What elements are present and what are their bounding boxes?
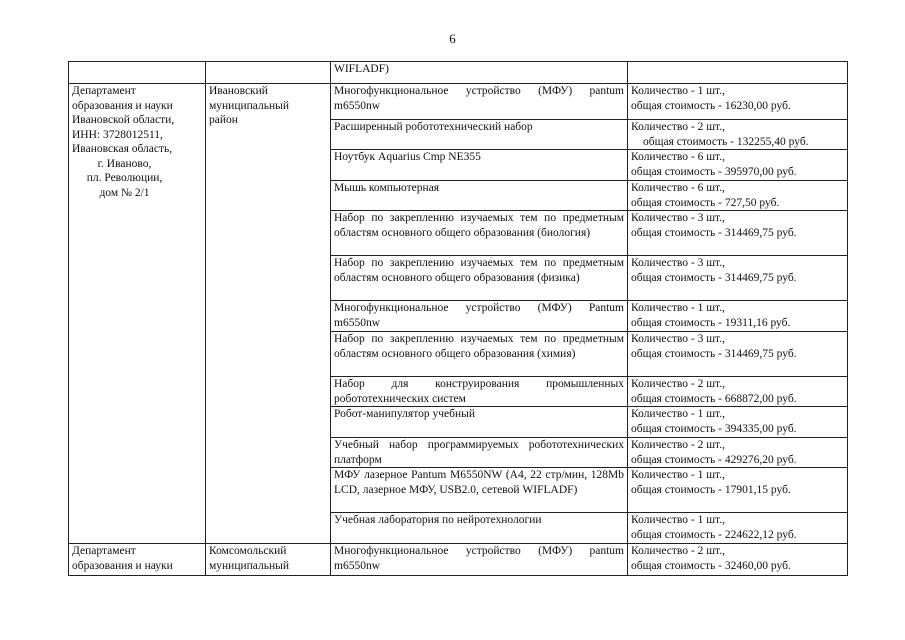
item-name-cell: Набор по закреплению изучаемых тем по предметным областям основного общего образования (химия) xyxy=(331,332,628,377)
item-quantity: Количество - 2 шт., xyxy=(631,378,725,390)
item-cost: общая стоимость - 314469,75 руб. xyxy=(631,271,797,284)
item-name-cell: МФУ лазерное Pantum M6550NW (A4, 22 стр/мин, 128Mb LCD, лазерное МФУ, USB2.0, сетевой WIFLADF) xyxy=(331,468,628,513)
item-cost: общая стоимость - 727,50 руб. xyxy=(631,196,780,209)
item-cost: общая стоимость - 132255,40 руб. xyxy=(643,135,809,148)
item-name-cell: Учебная лаборатория по нейротехнологии xyxy=(331,513,628,544)
item-quantity-cell xyxy=(628,468,848,513)
item-name-cell: Многофункциональное устройство (МФУ) pantum m6550nw xyxy=(331,544,628,576)
item-cost: общая стоимость - 17901,15 руб. xyxy=(631,483,791,496)
district-cell xyxy=(206,544,331,576)
item-name-cell xyxy=(331,62,628,84)
item-name: WIFLADF) xyxy=(334,63,389,75)
item-quantity: Количество - 1 шт., xyxy=(631,514,725,526)
item-cost: общая стоимость - 314469,75 руб. xyxy=(631,226,797,239)
item-cost: общая стоимость - 224622,12 руб. xyxy=(631,528,797,541)
department-cell xyxy=(69,544,206,576)
department-line: образования и науки xyxy=(72,99,173,112)
department-line: дом № 2/1 xyxy=(99,186,150,199)
item-quantity-cell xyxy=(628,84,848,120)
district-line: муниципальный xyxy=(209,559,290,572)
district-line: район xyxy=(209,114,238,126)
item-quantity: Количество - 1 шт., xyxy=(631,302,725,314)
item-quantity: Количество - 1 шт., xyxy=(631,408,725,420)
item-cost: общая стоимость - 32460,00 руб. xyxy=(631,559,791,572)
item-name-cell: Ноутбук Aquarius Cmp NE355 xyxy=(331,150,628,181)
item-quantity: Количество - 1 шт., xyxy=(631,469,725,481)
department-line: образования и науки xyxy=(72,559,173,572)
item-name-cell: Мышь компьютерная xyxy=(331,181,628,211)
item-name-cell: Набор по закреплению изучаемых тем по предметным областям основного общего образования (физика) xyxy=(331,256,628,301)
department-line: ИНН: 3728012511, xyxy=(72,128,163,141)
item-name-cell: Многофункциональное устройство (МФУ) Pantum m6550nw xyxy=(331,301,628,332)
department-cell xyxy=(69,84,206,544)
equipment-table xyxy=(68,61,848,576)
department-line: Департамент xyxy=(72,545,136,557)
item-quantity-cell xyxy=(628,211,848,256)
item-quantity-cell xyxy=(628,181,848,211)
item-cost: общая стоимость - 668872,00 руб. xyxy=(631,392,797,405)
item-cost: общая стоимость - 429276,20 руб. xyxy=(631,453,797,466)
department-line: Департамент xyxy=(72,85,136,97)
item-name-cell: Робот-манипулятор учебный xyxy=(331,407,628,438)
item-quantity-cell xyxy=(628,120,848,150)
item-cost: общая стоимость - 394335,00 руб. xyxy=(631,422,797,435)
item-quantity-cell xyxy=(628,513,848,544)
department-line: Ивановская область, xyxy=(72,143,173,155)
table-row xyxy=(69,84,848,120)
item-cost: общая стоимость - 395970,00 руб. xyxy=(631,165,797,178)
district-cell xyxy=(206,84,331,544)
item-quantity: Количество - 6 шт., xyxy=(631,151,725,163)
item-quantity: Количество - 1 шт., xyxy=(631,85,725,97)
item-quantity-cell xyxy=(628,332,848,377)
district-line: Ивановский xyxy=(209,85,268,97)
table-row xyxy=(69,544,848,576)
item-quantity: Количество - 2 шт., xyxy=(631,121,725,133)
item-cost: общая стоимость - 16230,00 руб. xyxy=(631,99,791,112)
item-cost: общая стоимость - 314469,75 руб. xyxy=(631,347,797,360)
item-quantity-cell xyxy=(628,544,848,576)
item-name-cell: Набор по закреплению изучаемых тем по предметным областям основного общего образования (биология) xyxy=(331,211,628,256)
department-line: пл. Революции, xyxy=(86,172,163,184)
item-quantity: Количество - 3 шт., xyxy=(631,333,725,345)
item-quantity-cell xyxy=(628,438,848,468)
item-quantity-cell xyxy=(628,377,848,407)
district-line: муниципальный xyxy=(209,99,290,112)
item-quantity-cell xyxy=(628,256,848,301)
item-name-cell: Расширенный робототехнический набор xyxy=(331,120,628,150)
item-quantity: Количество - 6 шт., xyxy=(631,182,725,194)
item-quantity-cell xyxy=(628,301,848,332)
item-quantity: Количество - 3 шт., xyxy=(631,212,725,224)
item-name-cell: Набор для конструирования промышленных робототехнических систем xyxy=(331,377,628,407)
item-quantity: Количество - 2 шт., xyxy=(631,545,725,557)
item-quantity-cell xyxy=(628,407,848,438)
item-name-cell: Многофункциональное устройство (МФУ) pantum m6550nw xyxy=(331,84,628,120)
table-row-continuation xyxy=(69,62,848,84)
item-quantity: Количество - 3 шт., xyxy=(631,257,725,269)
department-line: г. Иваново, xyxy=(97,157,152,170)
department-cell xyxy=(69,62,206,84)
department-line: Ивановской области, xyxy=(72,114,175,126)
district-cell xyxy=(206,62,331,84)
item-quantity-cell xyxy=(628,150,848,181)
page-number: 6 xyxy=(449,31,456,46)
item-quantity: Количество - 2 шт., xyxy=(631,439,725,451)
item-quantity-cell xyxy=(628,62,848,84)
district-line: Комсомольский xyxy=(209,545,287,557)
item-cost: общая стоимость - 19311,16 руб. xyxy=(631,316,791,329)
item-name-cell: Учебный набор программируемых робототехнических платформ xyxy=(331,438,628,468)
